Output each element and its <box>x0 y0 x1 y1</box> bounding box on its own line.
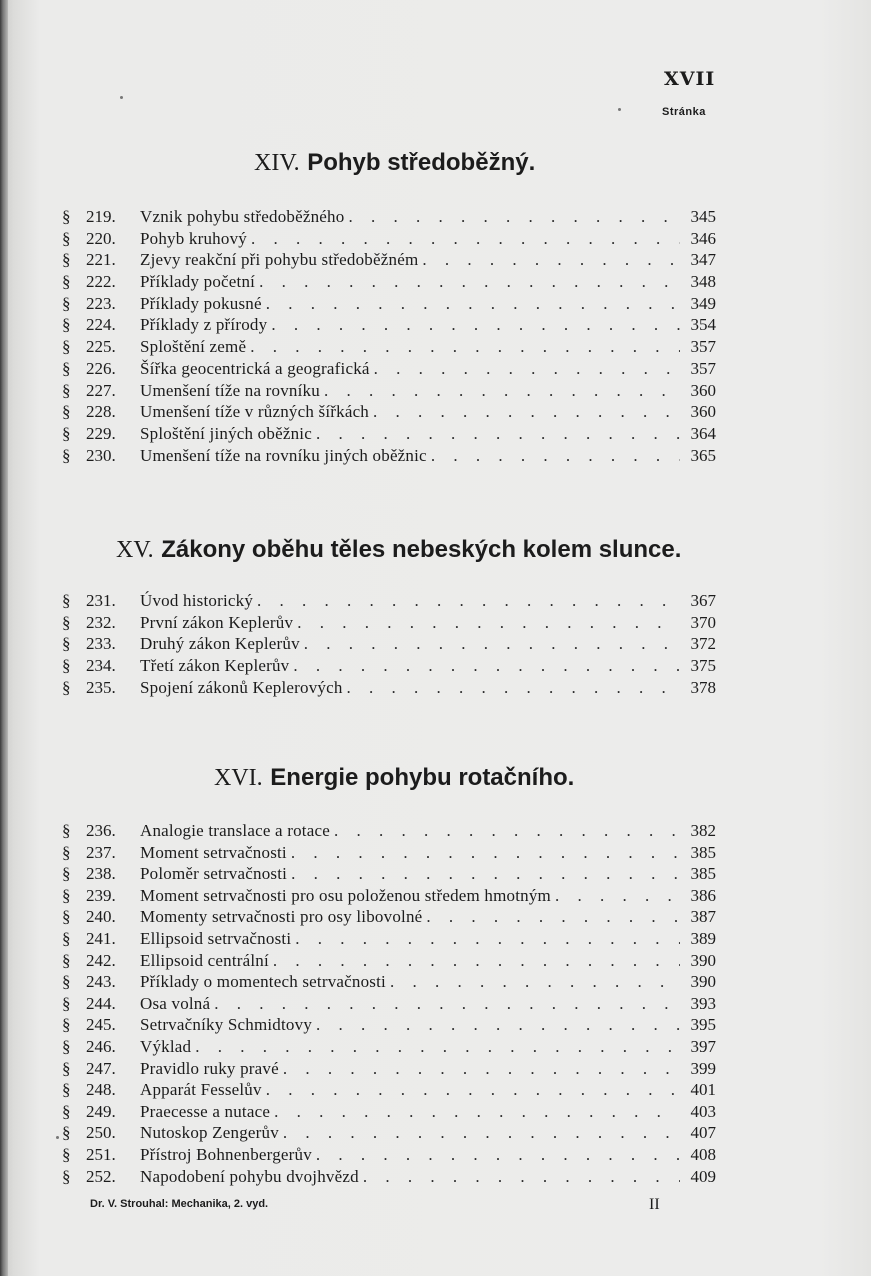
paper-speck <box>56 1136 59 1139</box>
entry-page: 347 <box>690 250 716 270</box>
entry-title: Druhý zákon Keplerův <box>140 634 300 654</box>
paper-speck <box>618 108 621 111</box>
dot-leader <box>431 445 680 467</box>
entry-page: 390 <box>690 972 716 992</box>
dot-leader <box>555 885 680 907</box>
entry-number: 230. <box>86 445 116 465</box>
section-symbol: § <box>62 821 71 840</box>
entry-page: 378 <box>690 677 716 697</box>
dot-leader <box>373 401 680 423</box>
section-symbol: § <box>62 1123 71 1143</box>
entry-title: Příklady o momentech setrvačnosti <box>140 972 386 992</box>
dot-leader <box>214 993 680 1015</box>
entry-number: 252. <box>86 1166 116 1186</box>
entry-page: 385 <box>690 842 716 862</box>
entry-page: 345 <box>690 207 716 226</box>
entry-number: 240. <box>86 907 116 927</box>
entry-title: Třetí zákon Keplerův <box>140 656 290 676</box>
section-symbol: § <box>62 1058 71 1078</box>
sheet-mark: II <box>649 1196 660 1213</box>
section-symbol: § <box>62 380 71 400</box>
entry-number: 221. <box>86 250 116 270</box>
entry-number: 251. <box>86 1144 116 1164</box>
entry-title: Příklady z přírody <box>140 315 268 335</box>
toc-entry[interactable] <box>62 1014 716 1036</box>
entry-title: Momenty setrvačnosti pro osy libovolné <box>140 907 423 927</box>
section-symbol: § <box>62 656 71 676</box>
section-heading <box>254 148 535 177</box>
entry-title: Nutoskop Zengerův <box>140 1123 279 1143</box>
toc-entry[interactable] <box>62 1101 716 1123</box>
entry-page: 367 <box>690 591 716 610</box>
toc-entry[interactable] <box>62 358 716 380</box>
section-symbol: § <box>62 358 71 378</box>
entry-title: Příklady početní <box>140 272 256 292</box>
entry-page: 408 <box>690 1144 716 1164</box>
entry-title: Ellipsoid centrální <box>140 950 269 970</box>
entry-page: 386 <box>690 885 716 905</box>
section-symbol: § <box>62 1015 71 1035</box>
toc-entry[interactable] <box>62 655 716 677</box>
toc-entry[interactable] <box>62 206 716 228</box>
section-symbol: § <box>62 950 71 970</box>
toc-entry[interactable] <box>62 885 716 907</box>
dot-leader <box>259 271 680 293</box>
entry-page: 365 <box>690 445 716 465</box>
section-symbol: § <box>62 1144 71 1164</box>
entry-number: 241. <box>86 928 116 948</box>
section-symbol: § <box>62 677 71 697</box>
toc-entry[interactable] <box>62 842 716 864</box>
section-symbol: § <box>62 1101 71 1121</box>
toc-entry[interactable] <box>62 612 716 634</box>
entry-title: Spojení zákonů Keplerových <box>140 677 343 697</box>
entry-title: Zjevy reakční při pohybu středoběžném <box>140 250 419 270</box>
entry-number: 225. <box>86 337 116 357</box>
toc-entry[interactable] <box>62 1058 716 1080</box>
dot-leader <box>283 1122 680 1144</box>
entry-page: 397 <box>690 1036 716 1056</box>
toc-entry[interactable] <box>62 1079 716 1101</box>
entry-title: Moment setrvačnosti <box>140 842 287 862</box>
toc-entry[interactable] <box>62 820 716 842</box>
entry-number: 228. <box>86 402 116 422</box>
toc-entry[interactable] <box>62 271 716 293</box>
section-numeral: XVI. <box>214 765 263 791</box>
entry-number: 232. <box>86 612 116 632</box>
entry-number: 237. <box>86 842 116 862</box>
section-title: Zákony oběhu těles nebeských kolem slunce. <box>161 536 682 563</box>
entry-number: 238. <box>86 864 116 884</box>
section-symbol: § <box>62 1166 71 1186</box>
section-symbol: § <box>62 634 71 654</box>
toc-entry[interactable] <box>62 1122 716 1144</box>
entry-number: 227. <box>86 380 116 400</box>
entry-number: 243. <box>86 972 116 992</box>
section-symbol: § <box>62 1080 71 1100</box>
toc-entry[interactable] <box>62 401 716 423</box>
entry-page: 357 <box>690 337 716 357</box>
section-symbol: § <box>62 885 71 905</box>
section-symbol: § <box>62 293 71 313</box>
toc-entry[interactable] <box>62 928 716 950</box>
entry-title: Sploštění jiných oběžnic <box>140 423 312 443</box>
section-symbol: § <box>62 972 71 992</box>
dot-leader <box>266 1079 680 1101</box>
toc-entry[interactable] <box>62 590 716 612</box>
section-title: Pohyb středoběžný. <box>307 149 536 176</box>
entry-title: Umenšení tíže v různých šířkách <box>140 402 370 422</box>
entry-title: Umenšení tíže na rovníku jiných oběžnic <box>140 445 427 465</box>
toc-entry[interactable] <box>62 677 716 699</box>
entry-number: 248. <box>86 1080 116 1100</box>
dot-leader <box>316 423 680 445</box>
entry-number: 229. <box>86 423 116 443</box>
dot-leader <box>273 950 680 972</box>
section-symbol: § <box>62 337 71 357</box>
dot-leader <box>334 820 680 842</box>
section-symbol: § <box>62 1036 71 1056</box>
entry-page: 387 <box>690 907 716 927</box>
entry-title: Vznik pohybu středoběžného <box>140 207 345 226</box>
toc-entry[interactable] <box>62 445 716 467</box>
dot-leader <box>316 1014 680 1036</box>
dot-leader <box>316 1144 680 1166</box>
page-folio: XVII <box>664 68 716 90</box>
entry-page: 395 <box>690 1015 716 1035</box>
toc-entry[interactable] <box>62 249 716 271</box>
section-symbol: § <box>62 842 71 862</box>
paper-speck <box>120 96 123 99</box>
toc-entry[interactable] <box>62 971 716 993</box>
entry-number: 231. <box>86 591 116 610</box>
entry-number: 246. <box>86 1036 116 1056</box>
toc-entry[interactable] <box>62 293 716 315</box>
toc-entry[interactable] <box>62 993 716 1015</box>
toc-entry[interactable] <box>62 950 716 972</box>
entry-title: Analogie translace a rotace <box>140 821 330 840</box>
entry-page: 357 <box>690 358 716 378</box>
entry-number: 244. <box>86 993 116 1013</box>
entry-title: Osa volná <box>140 993 211 1013</box>
entry-title: Šířka geocentrická a geografická <box>140 358 370 378</box>
entry-title: Sploštění země <box>140 337 247 357</box>
entry-page: 393 <box>690 993 716 1013</box>
section-symbol: § <box>62 907 71 927</box>
entry-number: 247. <box>86 1058 116 1078</box>
dot-leader <box>251 228 680 250</box>
section-symbol: § <box>62 612 71 632</box>
entry-number: 235. <box>86 677 116 697</box>
dot-leader <box>390 971 680 993</box>
dot-leader <box>291 863 680 885</box>
entry-title: Výklad <box>140 1036 192 1056</box>
dot-leader <box>422 249 680 271</box>
section-symbol: § <box>62 272 71 292</box>
entry-page: 346 <box>690 228 716 248</box>
toc-entry[interactable] <box>62 314 716 336</box>
entry-title: Umenšení tíže na rovníku <box>140 380 320 400</box>
dot-leader <box>374 358 680 380</box>
toc-entry[interactable] <box>62 336 716 358</box>
dot-leader <box>271 314 680 336</box>
entry-title: Poloměr setrvačnosti <box>140 864 288 884</box>
entry-number: 236. <box>86 821 116 840</box>
entry-number: 233. <box>86 634 116 654</box>
entry-page: 370 <box>690 612 716 632</box>
dot-leader <box>363 1166 680 1188</box>
section-symbol: § <box>62 315 71 335</box>
entry-page: 360 <box>690 380 716 400</box>
section-symbol: § <box>62 402 71 422</box>
section-symbol: § <box>62 993 71 1013</box>
section-symbol: § <box>62 928 71 948</box>
dot-leader <box>257 590 680 612</box>
entry-page: 372 <box>690 634 716 654</box>
page-column-label: Stránka <box>662 106 706 118</box>
entry-title: Moment setrvačnosti pro osu položenou středem hmotným <box>140 885 551 905</box>
toc-entry[interactable] <box>62 906 716 928</box>
entry-page: 382 <box>690 821 716 840</box>
toc-entry[interactable] <box>62 423 716 445</box>
signature-line: Dr. V. Strouhal: Mechanika, 2. vyd. <box>90 1198 269 1210</box>
entry-number: 226. <box>86 358 116 378</box>
toc-entry[interactable] <box>62 1144 716 1166</box>
toc-entry[interactable] <box>62 863 716 885</box>
entry-page: 354 <box>690 315 716 335</box>
entry-page: 409 <box>690 1166 716 1186</box>
entry-page: 364 <box>690 423 716 443</box>
entry-page: 360 <box>690 402 716 422</box>
dot-leader <box>283 1058 680 1080</box>
dot-leader <box>274 1101 680 1123</box>
dot-leader <box>347 677 680 699</box>
dot-leader <box>195 1036 680 1058</box>
entry-page: 399 <box>690 1058 716 1078</box>
toc-entry[interactable] <box>62 1166 716 1188</box>
section-symbol: § <box>62 228 71 248</box>
section-symbol: § <box>62 591 71 610</box>
entry-number: 249. <box>86 1101 116 1121</box>
section-title: Energie pohybu rotačního. <box>270 764 575 791</box>
section-symbol: § <box>62 250 71 270</box>
entry-title: Ellipsoid setrvačnosti <box>140 928 292 948</box>
entry-title: Příklady pokusné <box>140 293 262 313</box>
entry-number: 224. <box>86 315 116 335</box>
entry-number: 234. <box>86 656 116 676</box>
toc-entry[interactable] <box>62 380 716 402</box>
entry-title: První zákon Keplerův <box>140 612 294 632</box>
toc-entry[interactable] <box>62 633 716 655</box>
dot-leader <box>250 336 680 358</box>
entry-number: 242. <box>86 950 116 970</box>
entry-title: Praecesse a nutace <box>140 1101 271 1121</box>
toc-list <box>62 820 716 1187</box>
toc-list <box>62 206 716 466</box>
section-heading <box>214 763 574 792</box>
entry-title: Apparát Fesselův <box>140 1080 262 1100</box>
entry-page: 385 <box>690 864 716 884</box>
toc-entry[interactable] <box>62 228 716 250</box>
section-numeral: XV. <box>116 537 154 563</box>
dot-leader <box>297 612 680 634</box>
entry-title: Setrvačníky Schmidtovy <box>140 1015 313 1035</box>
dot-leader <box>266 293 680 315</box>
section-heading <box>116 535 681 564</box>
entry-page: 375 <box>690 656 716 676</box>
entry-number: 222. <box>86 272 116 292</box>
entry-page: 390 <box>690 950 716 970</box>
entry-number: 245. <box>86 1015 116 1035</box>
entry-page: 349 <box>690 293 716 313</box>
section-symbol: § <box>62 207 71 226</box>
section-symbol: § <box>62 423 71 443</box>
dot-leader <box>426 906 680 928</box>
entry-page: 407 <box>690 1123 716 1143</box>
entry-title: Přístroj Bohnenbergerův <box>140 1144 312 1164</box>
dot-leader <box>293 655 680 677</box>
entry-page: 389 <box>690 928 716 948</box>
toc-list <box>62 590 716 698</box>
entry-title: Pravidlo ruky pravé <box>140 1058 279 1078</box>
entry-number: 219. <box>86 207 116 226</box>
section-symbol: § <box>62 445 71 465</box>
section-numeral: XIV. <box>254 150 300 176</box>
entry-page: 403 <box>690 1101 716 1121</box>
entry-number: 223. <box>86 293 116 313</box>
entry-title: Úvod historický <box>140 591 254 610</box>
dot-leader <box>304 633 680 655</box>
entry-page: 401 <box>690 1080 716 1100</box>
entry-number: 220. <box>86 228 116 248</box>
book-spine-shadow <box>0 0 8 1276</box>
entry-page: 348 <box>690 272 716 292</box>
entry-title: Pohyb kruhový <box>140 228 247 248</box>
section-symbol: § <box>62 864 71 884</box>
dot-leader <box>295 928 680 950</box>
entry-title: Napodobení pohybu dvojhvězd <box>140 1166 359 1186</box>
dot-leader <box>324 380 680 402</box>
dot-leader <box>291 842 680 864</box>
entry-number: 239. <box>86 885 116 905</box>
toc-entry[interactable] <box>62 1036 716 1058</box>
dot-leader <box>348 206 680 228</box>
entry-number: 250. <box>86 1123 116 1143</box>
